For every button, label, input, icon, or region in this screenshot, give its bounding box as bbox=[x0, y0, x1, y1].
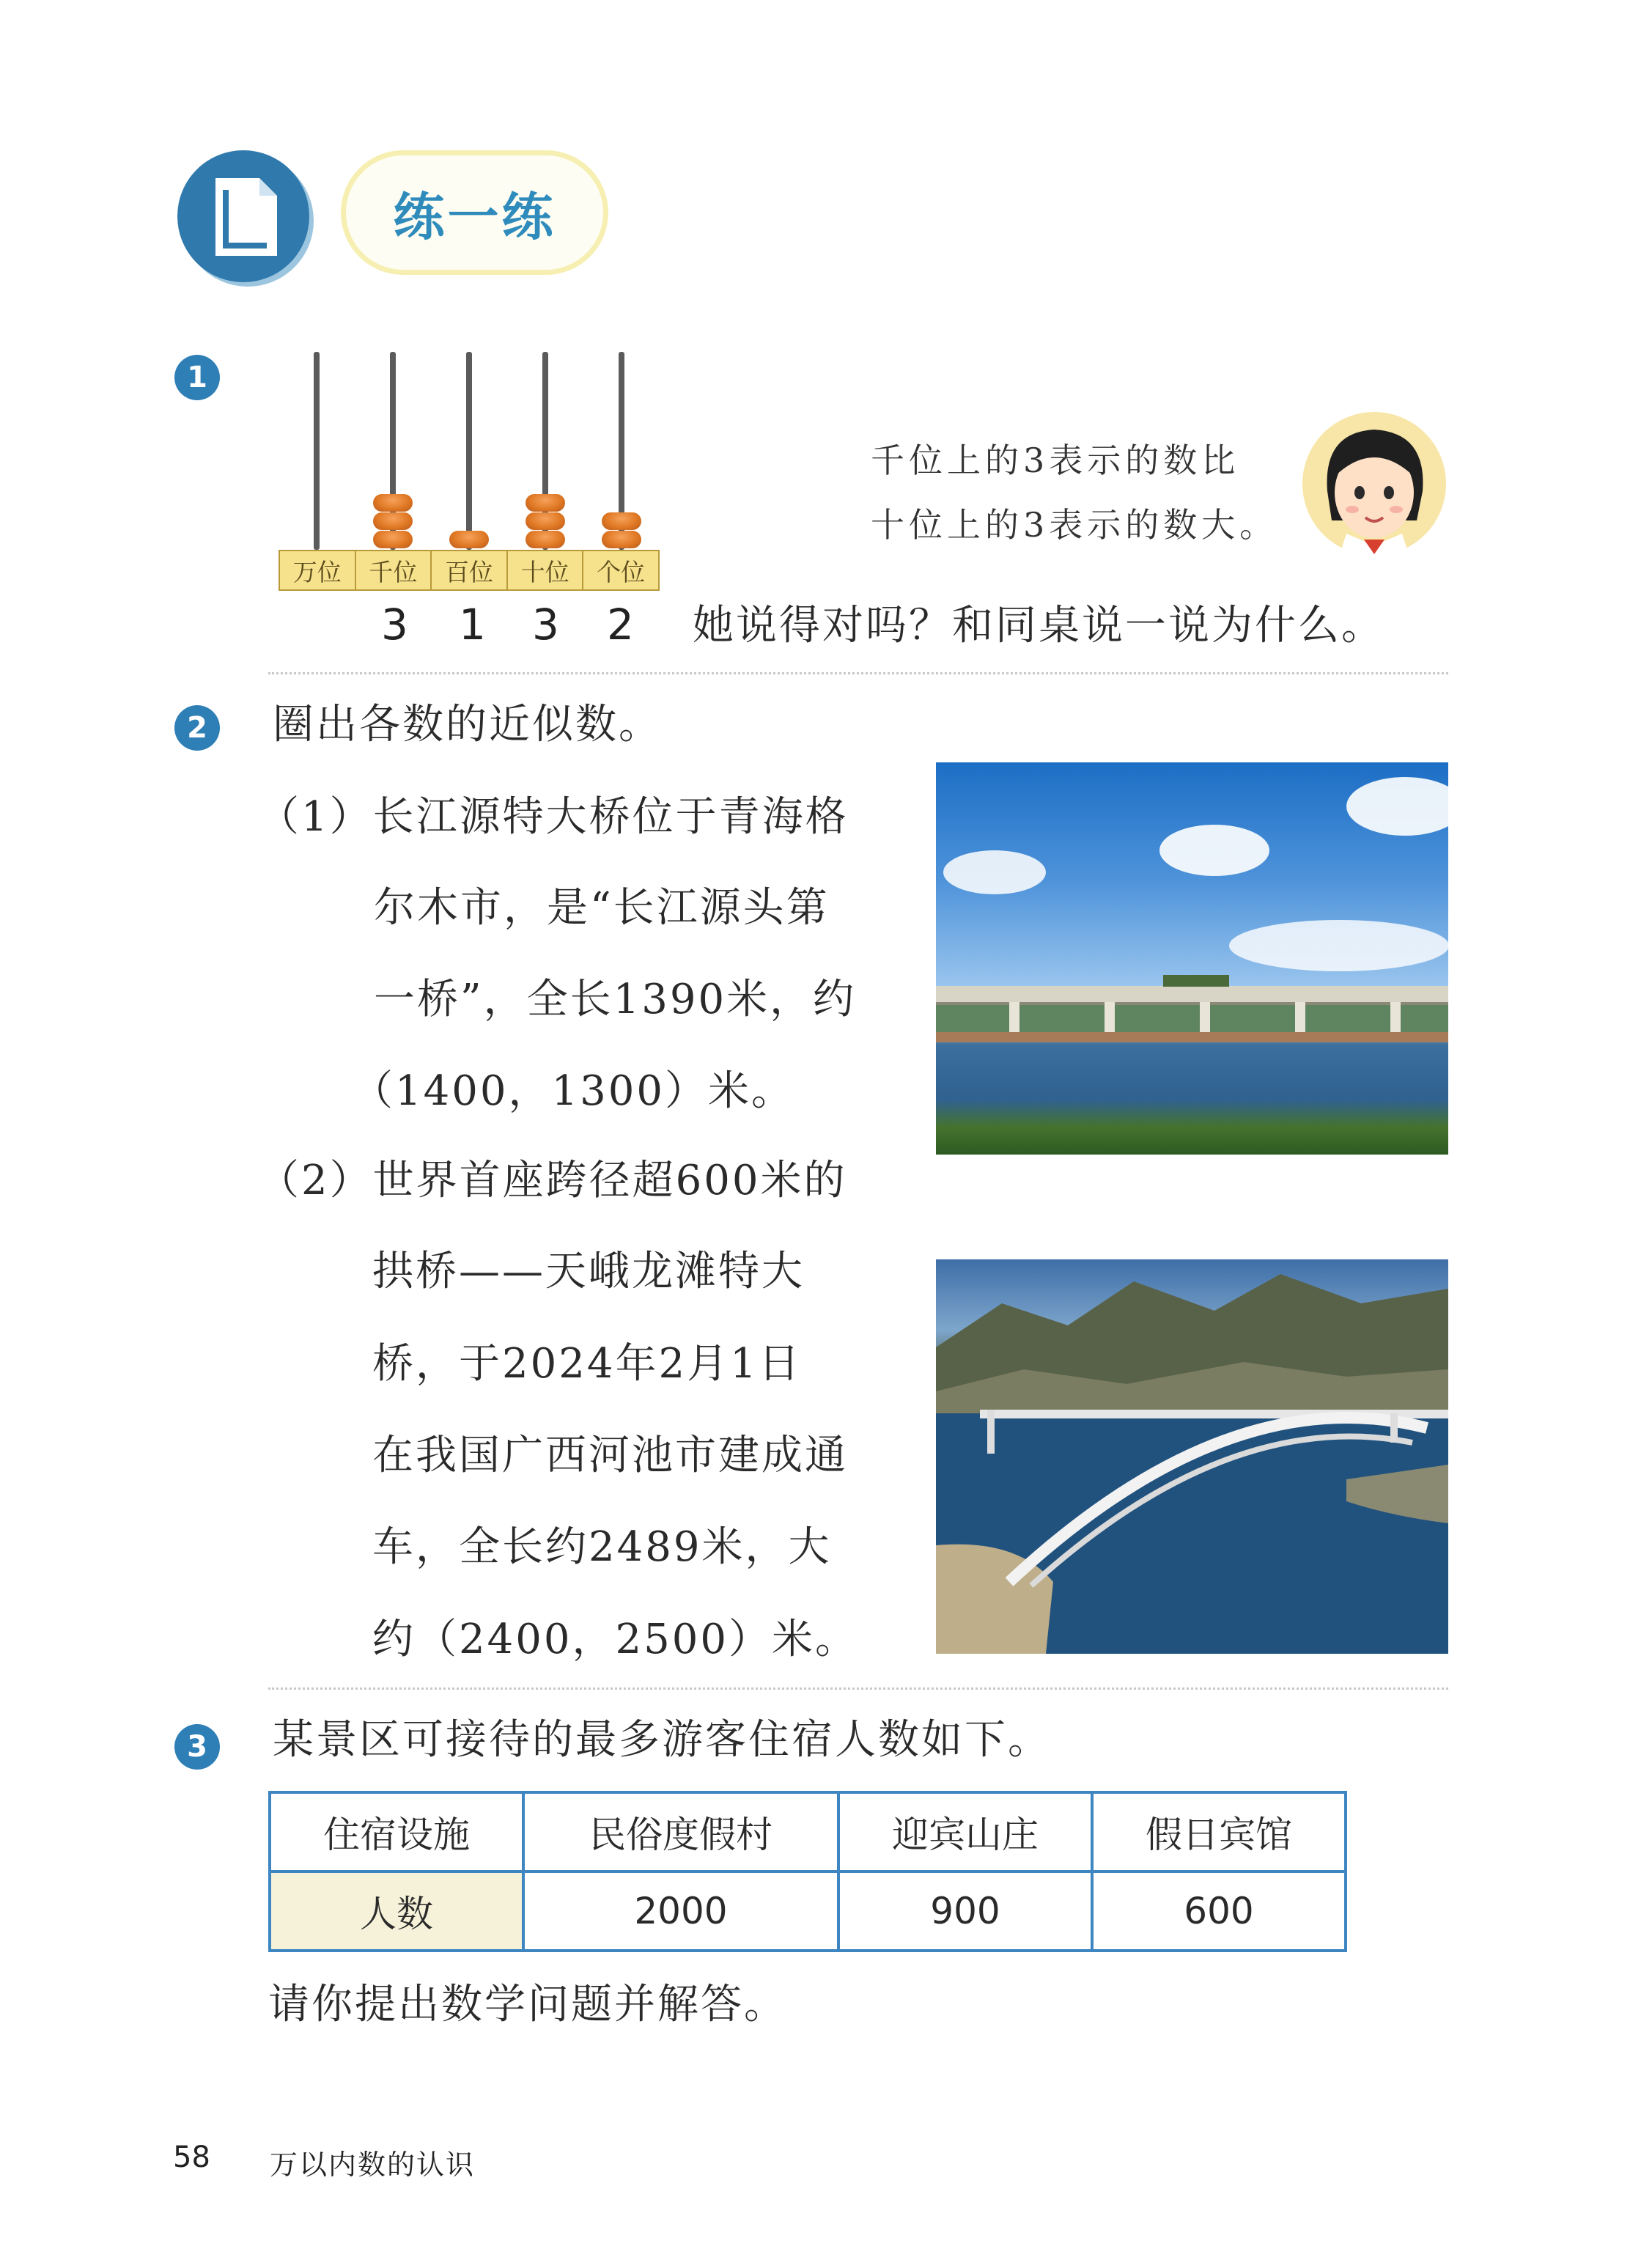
q2-part2-line: 桥，于2024年2月1日 bbox=[372, 1340, 802, 1388]
table-row bbox=[270, 1871, 1346, 1951]
place-label: 千位 bbox=[356, 551, 432, 589]
divider bbox=[268, 672, 1448, 674]
place-label: 个位 bbox=[597, 557, 646, 586]
page-number: 58 bbox=[173, 2141, 210, 2174]
tiane-longtan-bridge-photo bbox=[936, 1259, 1448, 1654]
abacus-bead bbox=[373, 531, 413, 548]
q2-part1-line: （1）长江源特大桥位于青海格 bbox=[258, 793, 849, 841]
yangtze-source-bridge-photo bbox=[936, 762, 1448, 1155]
table-header-cell: 民俗度假村 bbox=[523, 1792, 838, 1871]
q2-part2-line: 拱桥——天峨龙滩特大 bbox=[372, 1248, 805, 1295]
table-row-label: 人数 bbox=[270, 1871, 523, 1951]
q3-prompt: 某景区可接待的最多游客住宿人数如下。 bbox=[273, 1716, 1051, 1764]
divider bbox=[268, 1687, 1448, 1690]
table-cell: 2000 bbox=[523, 1871, 838, 1951]
q2-part2-line: 车，全长约2489米，大 bbox=[372, 1523, 832, 1571]
abacus-rod-ten-thousands bbox=[314, 352, 320, 550]
girl-avatar bbox=[1301, 411, 1448, 561]
abacus-bead bbox=[373, 512, 413, 530]
q2-part2-line: 约（2400，2500）米。 bbox=[372, 1616, 859, 1663]
q2-part1-line: 尔木市，是“长江源头第 bbox=[374, 884, 830, 932]
speech-text-line-2: 十位上的3表示的数大。 bbox=[871, 505, 1278, 545]
q2-part1-line: 一桥”，全长1390米，约 bbox=[374, 976, 857, 1023]
q3-closing-text: 请你提出数学问题并解答。 bbox=[268, 1981, 787, 2028]
table-header-cell: 假日宾馆 bbox=[1092, 1792, 1346, 1871]
table-header-cell: 迎宾山庄 bbox=[838, 1792, 1092, 1871]
table-cell: 900 bbox=[838, 1871, 1092, 1951]
abacus bbox=[279, 352, 660, 550]
place-label: 十位 bbox=[508, 551, 584, 589]
abacus-digit: 3 bbox=[381, 600, 408, 649]
abacus-digit: 3 bbox=[532, 600, 559, 649]
speech-text-line-1: 千位上的3表示的数比 bbox=[871, 441, 1240, 480]
abacus-bead bbox=[526, 531, 565, 548]
q2-part2-line: 在我国广西河池市建成通 bbox=[372, 1432, 848, 1479]
abacus-digit: 2 bbox=[607, 600, 634, 649]
abacus-bead bbox=[449, 531, 489, 548]
chapter-title: 万以内数的认识 bbox=[270, 2149, 476, 2181]
table-header-row bbox=[270, 1792, 1346, 1871]
abacus-bead bbox=[373, 494, 413, 512]
question-number-3: 3 bbox=[174, 1724, 220, 1770]
abacus-bead bbox=[526, 494, 565, 512]
q2-prompt: 圈出各数的近似数。 bbox=[273, 701, 662, 748]
q1-question-text: 她说得对吗？和同桌说一说为什么。 bbox=[693, 602, 1384, 649]
abacus-bead bbox=[526, 512, 565, 530]
section-title-text: 练一练 bbox=[393, 185, 556, 247]
question-number-2: 2 bbox=[174, 705, 220, 751]
place-label: 百位 bbox=[432, 551, 508, 589]
q2-part2-line: （2）世界首座跨径超600米的 bbox=[258, 1157, 847, 1204]
table-cell: 600 bbox=[1092, 1871, 1346, 1951]
place-label: 万位 bbox=[280, 551, 356, 589]
lodging-capacity-table bbox=[268, 1791, 1347, 1952]
abacus-digit: 1 bbox=[459, 600, 486, 649]
exercise-document-icon bbox=[177, 150, 309, 282]
question-number-1: 1 bbox=[174, 355, 220, 400]
abacus-place-value-labels bbox=[279, 550, 660, 591]
q2-part1-line: （1400，1300）米。 bbox=[352, 1067, 795, 1115]
table-header-cell: 住宿设施 bbox=[270, 1792, 523, 1871]
abacus-bead bbox=[602, 531, 641, 548]
abacus-bead bbox=[602, 512, 641, 530]
abacus-rod-hundreds bbox=[466, 352, 472, 550]
section-title bbox=[341, 150, 608, 275]
